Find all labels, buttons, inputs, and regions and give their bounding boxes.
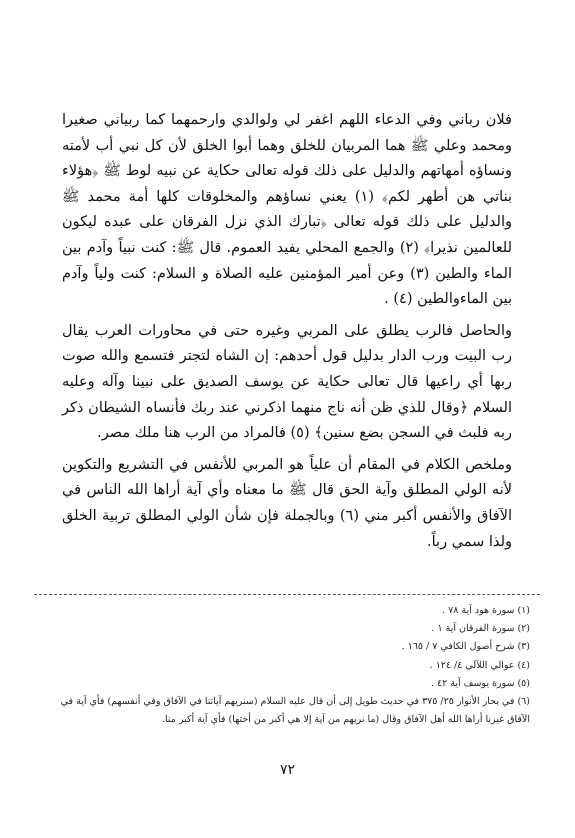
- footnote-separator: [34, 594, 540, 595]
- footnotes: [60, 602, 530, 729]
- footnote-4: (٤) عوالي اللآلي ٤/ ١٢٤ .: [429, 659, 530, 671]
- paragraph-3: وملخص الكلام في المقام أن علياً هو المربي للأنفس في التشريع والتكوين لأنه الولي المطلق وآية الحق قال ﷺ ما معناه وأي آية أراها الله الناس في الآفاق والأنفس أكبر مني (٦) وبالجملة فإن شأن الولي المطلق تربية الخلق ولذا سمي رباً.: [62, 456, 512, 550]
- paragraph-1: فلان رباني وفي الدعاء اللهم اغفر لي ولوالدي وارحمهما كما ربياني صغيرا ومحمد وعلي ﷺ هما المربيان للخلق وهما أبوا الخلق لأن كل نبي أب لأمته ونساؤه أمهاتهم والدليل على ذلك قوله تعالى حكاية عن نبيه لوط ﷺ ﴿هؤلاء بناتي هن أطهر لكم﴾ (١) يعني نساؤهم والمخلوقات كلها أمة محمد ﷺ والدليل على ذلك قوله تعالى ﴿تبارك الذي نزل الفرقان على عبده ليكون للعالمين نذيرا﴾ (٢) والجمع المحلي يفيد العموم. قال ﷺ: كنت نبياً وآدم بين الماء والطين (٣) وعن أمير المؤمنين عليه الصلاة و السلام: كنت ولياً وآدم بين الماءوالطين (٤) .: [62, 112, 512, 308]
- page-number: ٧٢: [279, 762, 296, 778]
- paragraph-2: والحاصل فالرب يطلق على المربي وغيره حتى في محاورات العرب يقال رب البيت ورب الدار بدليل قول أحدهم: إن الشاه لتجتر فتسمع والله صوت ربها أي راعيها قال تعالى حكاية عن يوسف الصديق على نبينا وآله وعليه السلام ﴿وقال للذي ظن أنه ناج منهما اذكرني عند ربك فأنساه الشيطان ذكر ربه فلبث في السجن بضع سنين﴾ (٥) فالمراد من الرب هنا ملك مصر.: [62, 322, 512, 442]
- footnote-3: (٣) شرح أصول الكافي ٧ / ١٦٥ .: [401, 641, 530, 653]
- footnote-6: (٦) في بحار الأنوار ٢٥/ ٣٧٥ في حديث طويل إلى أن قال عليه السلام (سنريهم آياتنا في الآفاق وفي أنفسهم) فأي آية في الآفاق غيرنا أراها الله أهل الآفاق وقال (ما نريهم من آية إلا هي أكبر من أختها) فأي آية أكبر منا.: [60, 696, 530, 726]
- main-text: [62, 108, 512, 555]
- footnote-5: (٥) سورة يوسف آية ٤٢ .: [430, 677, 530, 689]
- footnote-1: (١) سورة هود آية ٧٨ .: [442, 605, 530, 616]
- footnote-2: (٢) سورة الفرقان آية ١ .: [431, 623, 530, 635]
